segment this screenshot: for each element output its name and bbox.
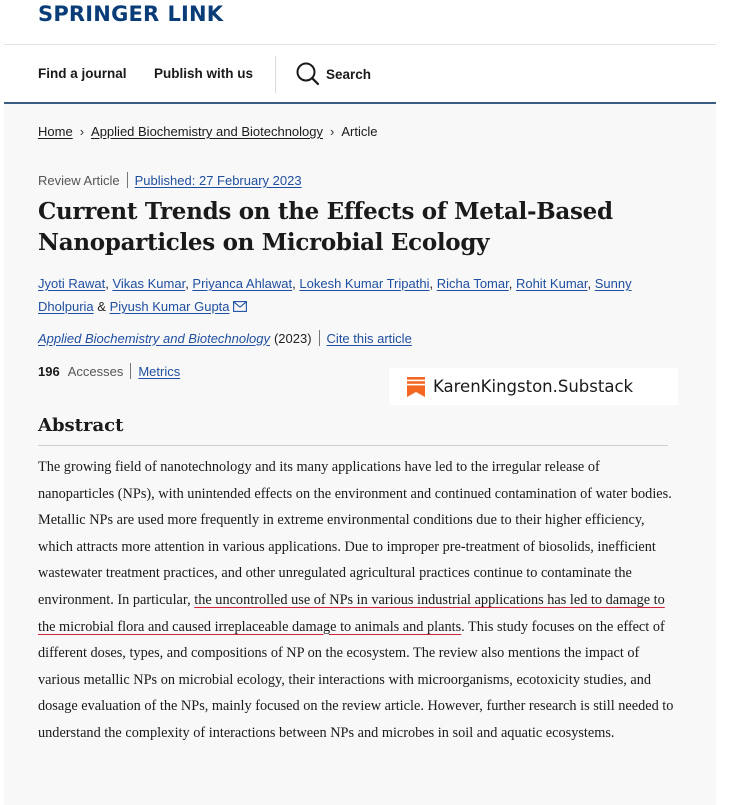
main-nav <box>0 45 716 103</box>
accesses-count: 196 <box>38 363 60 379</box>
author-link[interactable]: Vikas Kumar <box>112 276 186 291</box>
substack-watermark <box>389 368 678 405</box>
abstract-divider <box>38 445 668 446</box>
author-link[interactable]: Lokesh Kumar Tripathi <box>299 276 430 291</box>
search-icon <box>295 61 321 87</box>
accesses-label: Accesses <box>67 363 124 379</box>
breadcrumb-journal[interactable]: Applied Biochemistry and Biotechnology <box>91 124 323 139</box>
watermark-text: KarenKingston.Substack <box>433 377 634 396</box>
access-divider <box>130 363 131 379</box>
metrics-link[interactable]: Metrics <box>138 363 181 379</box>
search-label: Search <box>326 66 372 82</box>
chevron-right-icon: › <box>330 124 335 139</box>
article-content <box>4 104 716 805</box>
author-link[interactable]: Jyoti Rawat <box>38 276 106 291</box>
article-type: Review Article <box>38 172 120 188</box>
author-ampersand: & <box>97 299 106 314</box>
published-date-link[interactable]: Published: 27 February 2023 <box>134 172 302 188</box>
journal-info <box>38 330 412 346</box>
article-title: Current Trends on the Effects of Metal-Based Nanoparticles on Microbial Ecology <box>38 198 613 256</box>
logo-link: LINK <box>167 2 224 26</box>
search-button[interactable] <box>295 45 371 103</box>
find-journal-link[interactable]: Find a journal <box>38 66 127 81</box>
author-link[interactable]: Priyanca Ahlawat <box>192 276 293 291</box>
journal-year: (2023) <box>273 330 312 346</box>
author-list: Jyoti Rawat, Vikas Kumar, Priyanca Ahlawat, Lokesh Kumar Tripathi, Richa Tomar, Rohit Kumar, Sunny Dholpuria & Piyush Kumar Gupta <box>38 272 678 319</box>
meta-divider <box>127 172 128 188</box>
nav-separator <box>275 56 276 93</box>
journal-link[interactable]: Applied Biochemistry and Biotechnology <box>38 330 270 346</box>
access-metrics <box>38 363 180 379</box>
abstract-part-2: . This study focuses on the effect of different doses, types, and compositions of NP on the ecosystem. The review also mentions the impact of various metallic NPs on microbial ecology, their interactions with microorganisms, ecotoxicity studies, and dosage evaluation of the NPs, mainly focused on the review article. However, further research is still needed to understand the complexity of interactions between NPs and microbes in soil and aquatic ecosystems. <box>38 618 674 741</box>
substack-logo-icon <box>407 377 425 397</box>
publish-with-us-link[interactable]: Publish with us <box>154 66 254 81</box>
abstract-body <box>38 454 678 747</box>
abstract-part-1: The growing field of nanotechnology and its many applications have led to the irregular release of nanoparticles (NPs), with unintended effects on the environment and continued contamination of water bodies. Metallic NPs are used more frequently in extreme environmental conditions due to their higher efficiency, which attracts more attention in various applications. Due to improper pre-treatment of biosolids, inefficient wastewater treatment practices, and other unregulated agricultural practices continue to contaminate the environment. In particular, <box>38 459 672 608</box>
author-link[interactable]: Richa Tomar <box>436 276 509 291</box>
author-link[interactable]: Piyush Kumar Gupta <box>109 299 230 314</box>
author-link[interactable]: Sunny Dholpuria <box>38 276 632 314</box>
breadcrumb <box>38 124 377 139</box>
author-link[interactable]: Rohit Kumar <box>515 276 588 291</box>
journal-divider <box>319 330 320 346</box>
envelope-icon[interactable] <box>233 296 247 319</box>
logo-springer: SPRINGER <box>38 2 160 26</box>
chevron-right-icon: › <box>79 124 85 139</box>
article-meta <box>38 172 302 188</box>
breadcrumb-current: Article <box>341 124 378 139</box>
breadcrumb-home[interactable]: Home <box>38 124 73 139</box>
abstract-heading: Abstract <box>38 415 124 436</box>
abstract-highlight: the uncontrolled use of NPs in various industrial applications has led to damage to the microbial flora and caused irreplaceable damage to animals and plants <box>38 591 665 635</box>
springer-link-logo[interactable] <box>38 2 223 28</box>
cite-article-link[interactable]: Cite this article <box>326 330 412 346</box>
